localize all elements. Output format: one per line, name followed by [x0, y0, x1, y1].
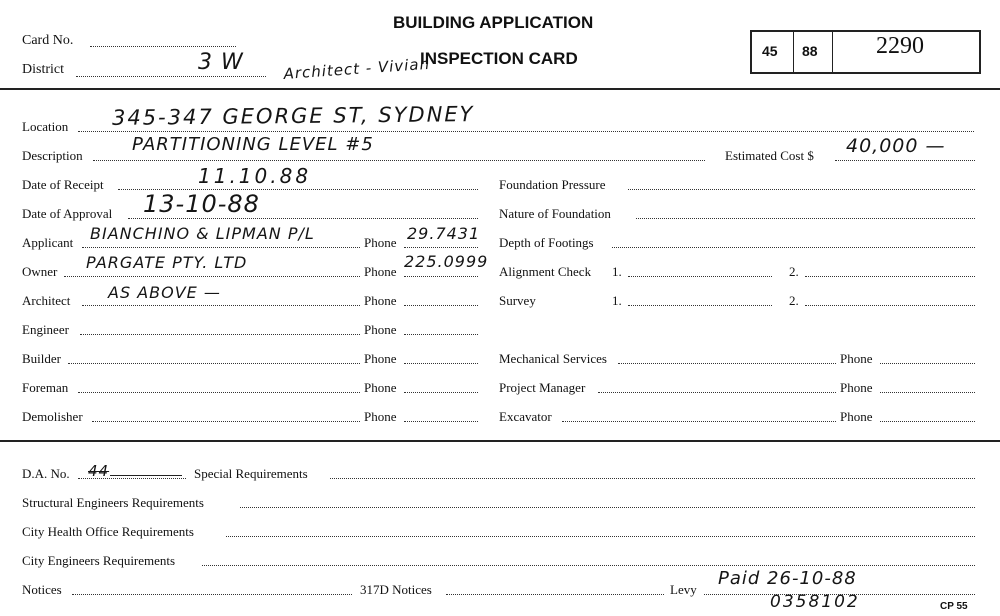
applicant-line	[82, 247, 360, 248]
engineer-line	[80, 334, 360, 335]
box-divider-2	[832, 32, 833, 72]
district-label: District	[22, 62, 64, 77]
survey-line-2	[805, 305, 975, 306]
foundation-pressure-label: Foundation Pressure	[499, 177, 606, 192]
date-of-approval-value: 13-10-88	[143, 190, 260, 218]
alignment-check-label: Alignment Check	[499, 264, 592, 279]
architect-value: AS ABOVE —	[108, 283, 221, 302]
notices-label: Notices	[22, 582, 62, 597]
builder-phone-label: Phone	[364, 351, 397, 366]
architect-phone-line	[404, 305, 478, 306]
foreman-phone-label: Phone	[364, 380, 397, 395]
architect-line	[82, 305, 360, 306]
builder-phone-line	[404, 363, 478, 364]
project-manager-label: Project Manager	[499, 380, 586, 395]
owner-phone-label: Phone	[364, 264, 397, 279]
structural-engineers-label: Structural Engineers Requirements	[22, 495, 204, 510]
mechanical-services-line	[618, 363, 836, 364]
description-value: PARTITIONING LEVEL #5	[132, 134, 374, 155]
project-manager-phone-label: Phone	[840, 380, 873, 395]
owner-line	[64, 276, 360, 277]
builder-label: Builder	[22, 351, 61, 366]
district-value: 3 W	[198, 50, 244, 75]
estimated-cost-value: 40,000 —	[846, 135, 946, 157]
excavator-phone-line	[880, 421, 975, 422]
architect-phone-label: Phone	[364, 293, 397, 308]
architect-label: Architect	[22, 293, 71, 308]
description-line	[93, 160, 705, 161]
district-line	[76, 76, 266, 77]
city-engineers-line	[202, 565, 975, 566]
engineer-phone-label: Phone	[364, 322, 397, 337]
owner-label: Owner	[22, 264, 58, 279]
applicant-value: BIANCHINO & LIPMAN P/L	[90, 224, 315, 243]
demolisher-label: Demolisher	[22, 409, 83, 424]
date-of-receipt-label: Date of Receipt	[22, 177, 104, 192]
survey-line-1	[628, 305, 772, 306]
engineer-label: Engineer	[22, 322, 69, 337]
date-of-approval-label: Date of Approval	[22, 206, 113, 221]
applicant-label: Applicant	[22, 235, 74, 250]
mechanical-services-phone-label: Phone	[840, 351, 873, 366]
mechanical-services-phone-line	[880, 363, 975, 364]
depth-of-footings-line	[612, 247, 975, 248]
engineer-phone-line	[404, 334, 478, 335]
special-requirements-label: Special Requirements	[194, 466, 308, 481]
architect-note: Architect - Vivian	[283, 54, 431, 83]
special-requirements-line	[330, 478, 975, 479]
alignment-check-line-1	[628, 276, 772, 277]
foreman-phone-line	[404, 392, 478, 393]
owner-phone-value: 225.0999	[404, 252, 489, 271]
applicant-phone-value: 29.7431	[407, 224, 481, 243]
alignment-check-line-2	[805, 276, 975, 277]
foreman-label: Foreman	[22, 380, 69, 395]
alignment-check-one: 1.	[612, 264, 622, 279]
notices-317d-label: 317D Notices	[360, 582, 432, 597]
notices-317d-line	[446, 594, 664, 595]
survey-one: 1.	[612, 293, 622, 308]
location-value: 345-347 GEORGE ST, SYDNEY	[111, 102, 475, 130]
card-number-box	[750, 30, 981, 74]
city-engineers-label: City Engineers Requirements	[22, 553, 176, 568]
receipt-number: 0358102	[770, 592, 860, 612]
header-rule	[0, 88, 1000, 90]
date-of-approval-line	[128, 218, 478, 219]
excavator-line	[562, 421, 836, 422]
project-manager-phone-line	[880, 392, 975, 393]
description-label: Description	[22, 148, 83, 163]
applicant-phone-line	[404, 247, 478, 248]
card-no-line	[90, 46, 236, 47]
box-year-b: 88	[802, 43, 818, 59]
structural-engineers-line	[240, 507, 975, 508]
da-no-label: D.A. No.	[22, 466, 70, 481]
box-year-a: 45	[762, 43, 778, 59]
builder-line	[68, 363, 360, 364]
form-code: CP 55	[940, 601, 968, 612]
levy-label: Levy	[670, 582, 697, 597]
da-no-value: 44	[88, 462, 110, 480]
location-label: Location	[22, 119, 69, 134]
foundation-pressure-line	[628, 189, 975, 190]
mechanical-services-label: Mechanical Services	[499, 351, 607, 366]
demolisher-line	[92, 421, 360, 422]
survey-two: 2.	[789, 293, 799, 308]
middle-rule	[0, 440, 1000, 442]
card-title-line2: INSPECTION CARD	[420, 49, 578, 68]
demolisher-phone-label: Phone	[364, 409, 397, 424]
da-no-strike	[110, 475, 182, 476]
estimated-cost-label: Estimated Cost $	[725, 148, 814, 163]
location-line	[78, 131, 974, 132]
survey-label: Survey	[499, 293, 536, 308]
card-number: 2290	[876, 33, 924, 59]
nature-of-foundation-label: Nature of Foundation	[499, 206, 611, 221]
nature-of-foundation-line	[636, 218, 975, 219]
card-title-line1: BUILDING APPLICATION	[393, 13, 594, 32]
depth-of-footings-label: Depth of Footings	[499, 235, 594, 250]
city-health-line	[226, 536, 975, 537]
date-of-receipt-value: 11.10.88	[198, 164, 312, 188]
owner-value: PARGATE PTY. LTD	[86, 253, 248, 272]
box-divider-1	[793, 32, 794, 72]
notices-line	[72, 594, 352, 595]
applicant-phone-label: Phone	[364, 235, 397, 250]
excavator-label: Excavator	[499, 409, 552, 424]
levy-value: Paid 26-10-88	[718, 568, 857, 589]
alignment-check-two: 2.	[789, 264, 799, 279]
foreman-line	[78, 392, 360, 393]
city-health-label: City Health Office Requirements	[22, 524, 194, 539]
card-no-label: Card No.	[22, 33, 74, 48]
excavator-phone-label: Phone	[840, 409, 873, 424]
owner-phone-line	[404, 276, 478, 277]
project-manager-line	[598, 392, 836, 393]
estimated-cost-line	[835, 160, 975, 161]
demolisher-phone-line	[404, 421, 478, 422]
